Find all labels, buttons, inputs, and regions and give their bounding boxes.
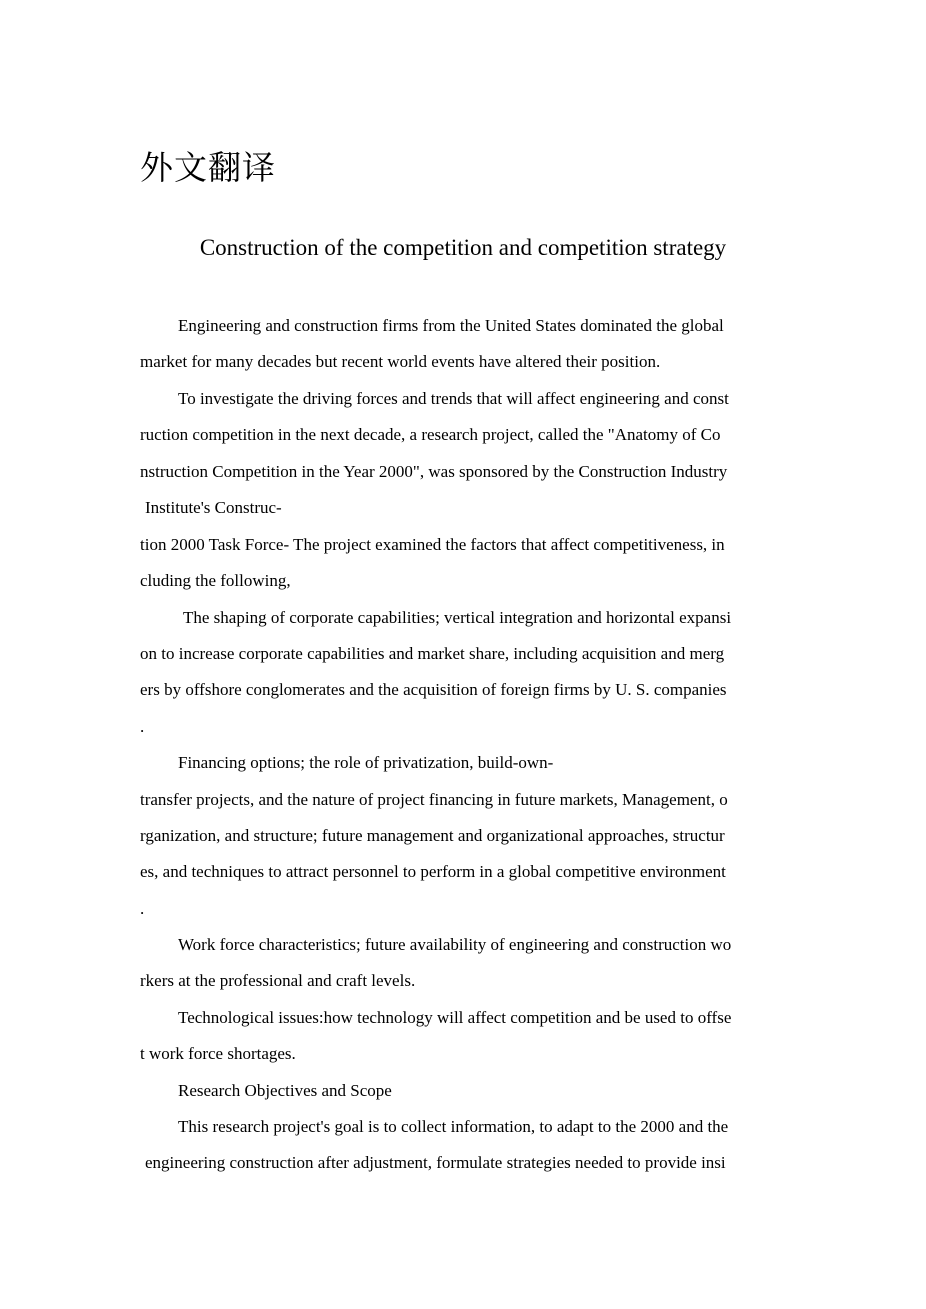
body-line: ruction competition in the next decade, a research project, called the "Anatomy of Co — [140, 425, 721, 444]
body-line: cluding the following, — [140, 571, 291, 590]
body-line: rkers at the professional and craft levels. — [140, 971, 416, 990]
body-line: Institute's Construc- — [145, 498, 282, 517]
body-line: tion 2000 Task Force- The project examined the factors that affect competitiveness, in — [140, 535, 725, 554]
body-line: market for many decades but recent world events have altered their position. — [140, 352, 661, 371]
body-line: . — [140, 899, 145, 918]
body-line: The shaping of corporate capabilities; vertical integration and horizontal expansi — [183, 608, 732, 627]
body-line: es, and techniques to attract personnel to perform in a global competitive environment — [140, 862, 726, 881]
body-line: To investigate the driving forces and trends that will affect engineering and const — [178, 389, 729, 408]
section-heading: Research Objectives and Scope — [178, 1081, 392, 1100]
body-line: nstruction Competition in the Year 2000", was sponsored by the Construction Industry — [140, 462, 728, 481]
body-line: on to increase corporate capabilities and market share, including acquisition and merg — [140, 644, 725, 663]
body-line: . — [140, 717, 145, 736]
body-line: transfer projects, and the nature of project financing in future markets, Management, o — [140, 790, 728, 809]
document-heading: 外文翻译 — [140, 148, 276, 187]
body-line: engineering construction after adjustment, formulate strategies needed to provide insi — [145, 1153, 726, 1172]
body-line: Technological issues:how technology will affect competition and be used to offse — [178, 1008, 732, 1027]
body-line: ers by offshore conglomerates and the acquisition of foreign firms by U. S. companies — [140, 680, 727, 699]
body-line: t work force shortages. — [140, 1044, 296, 1063]
body-line: rganization, and structure; future management and organizational approaches, structur — [140, 826, 725, 845]
body-line: Work force characteristics; future availability of engineering and construction wo — [178, 935, 732, 954]
body-line: Financing options; the role of privatization, build-own- — [178, 753, 554, 772]
document-title: Construction of the competition and competition strategy — [199, 235, 727, 260]
body-line: Engineering and construction firms from the United States dominated the global — [178, 316, 724, 335]
body-line: This research project's goal is to collect information, to adapt to the 2000 and the — [178, 1117, 729, 1136]
